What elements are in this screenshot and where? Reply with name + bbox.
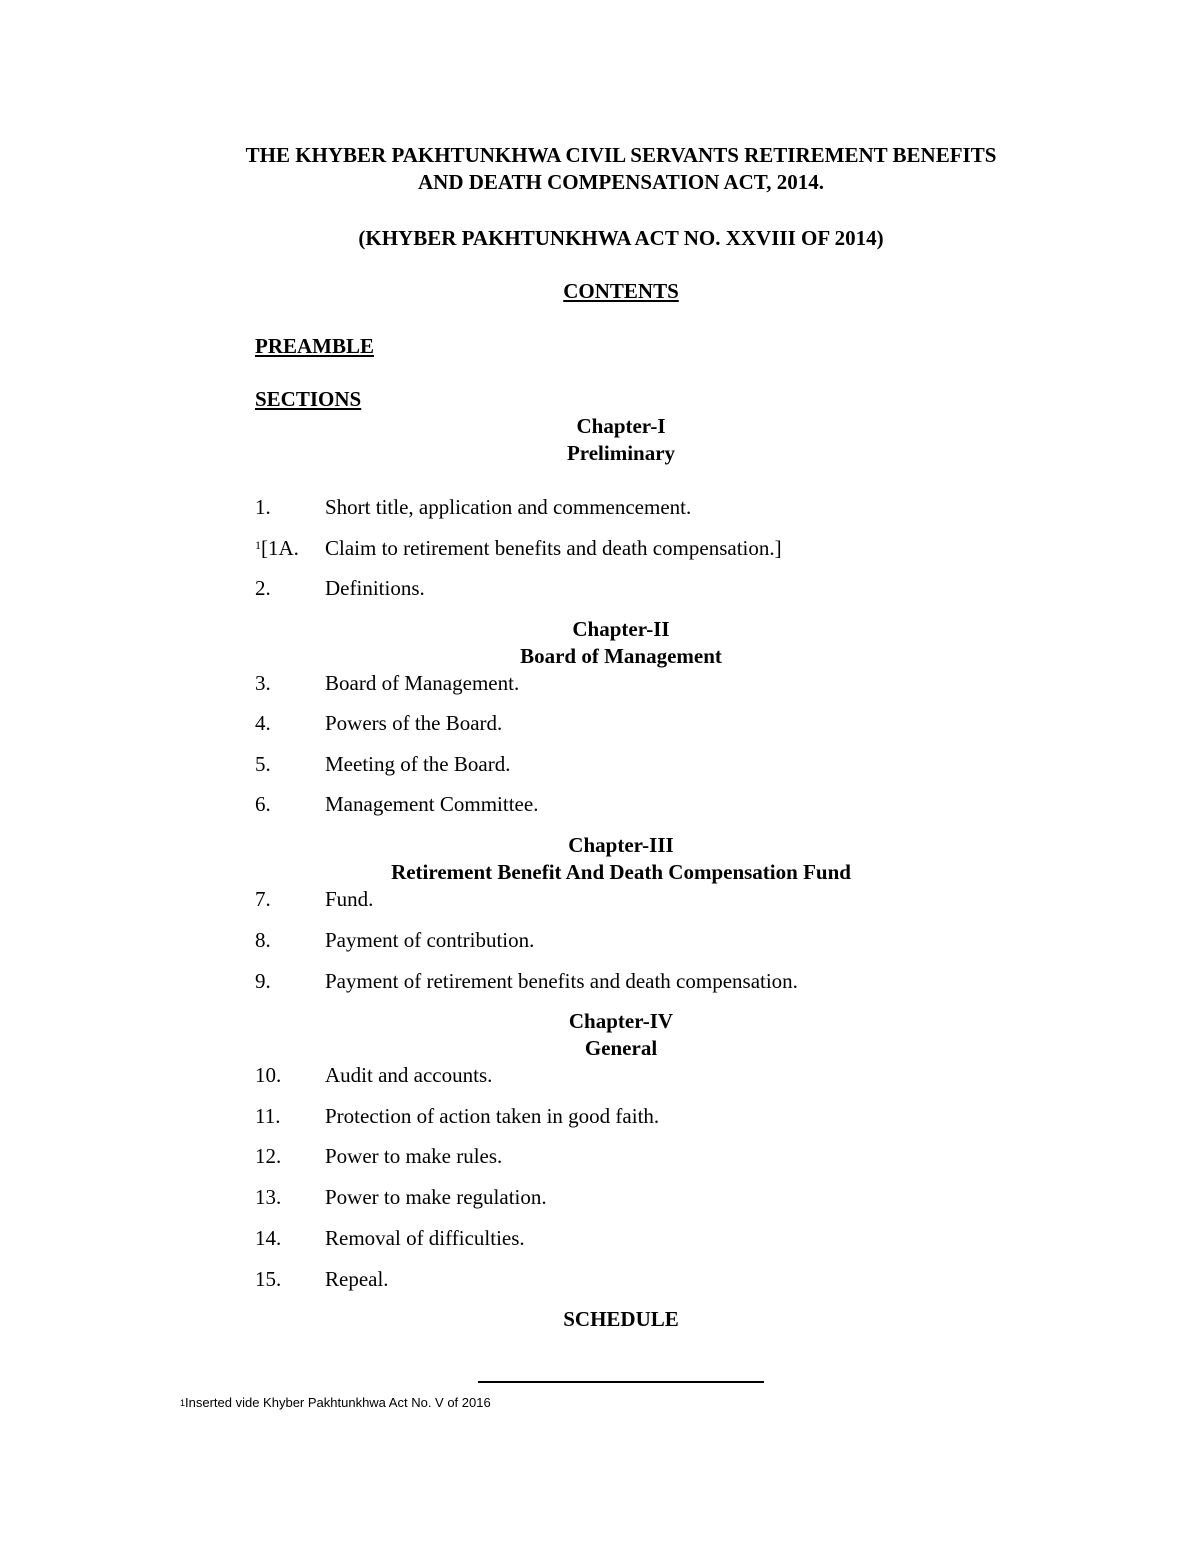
section-item — [255, 886, 373, 913]
chapter-label: Chapter-I — [576, 414, 666, 438]
section-item — [255, 1062, 492, 1089]
section-item — [255, 791, 538, 818]
section-number: 2. — [255, 576, 271, 600]
section-number: 3. — [255, 671, 271, 695]
section-item — [255, 535, 782, 562]
footnote — [180, 1394, 491, 1412]
section-item — [255, 927, 534, 954]
section-title: Meeting of the Board. — [325, 752, 511, 776]
act-title-line-1: THE KHYBER PAKHTUNKHWA CIVIL SERVANTS RETIREMENT BENEFITS — [245, 143, 997, 167]
section-title: Short title, application and commencement. — [325, 495, 692, 519]
section-title: Claim to retirement benefits and death compensation.] — [325, 536, 782, 560]
section-number: 4. — [255, 711, 271, 735]
section-title: Protection of action taken in good faith. — [325, 1104, 660, 1128]
section-number: 13. — [255, 1185, 282, 1209]
section-title: Management Committee. — [325, 792, 539, 816]
section-title: Powers of the Board. — [325, 711, 503, 735]
chapter-heading — [0, 832, 1200, 886]
footnote-marker: 1 — [255, 538, 261, 552]
section-item — [255, 710, 502, 737]
footnote-text: Inserted vide Khyber Pakhtunkhwa Act No. V of 2016 — [185, 1395, 491, 1410]
section-item — [255, 494, 691, 521]
section-item — [255, 1225, 525, 1252]
section-number: 10. — [255, 1063, 282, 1087]
section-number: 1. — [255, 495, 271, 519]
act-title-line-2: AND DEATH COMPENSATION ACT, 2014. — [417, 170, 825, 194]
section-title: Payment of retirement benefits and death compensation. — [325, 969, 798, 993]
section-number: 12. — [255, 1144, 282, 1168]
chapter-heading — [0, 413, 1200, 467]
section-title: Fund. — [325, 887, 374, 911]
section-item — [255, 1184, 547, 1211]
section-title: Definitions. — [325, 576, 425, 600]
act-number: (KHYBER PAKHTUNKHWA ACT NO. XXVIII OF 2014) — [358, 226, 884, 250]
section-item — [255, 670, 519, 697]
section-item — [255, 968, 798, 995]
footnote-marker: 1 — [180, 1398, 186, 1408]
section-number: 9. — [255, 969, 271, 993]
section-title: Power to make rules. — [325, 1144, 503, 1168]
section-title: Board of Management. — [325, 671, 520, 695]
schedule-heading: SCHEDULE — [563, 1307, 679, 1331]
chapter-heading — [0, 1008, 1200, 1062]
section-item — [255, 575, 425, 602]
chapter-label: Chapter-IV — [568, 1009, 674, 1033]
section-number: 6. — [255, 792, 271, 816]
section-number: 5. — [255, 752, 271, 776]
chapter-heading — [0, 616, 1200, 670]
chapter-label: Chapter-II — [572, 617, 670, 641]
act-title — [0, 142, 1200, 196]
chapter-name: Retirement Benefit And Death Compensation Fund — [391, 860, 851, 884]
chapter-name: Board of Management — [520, 644, 722, 668]
preamble-heading: PREAMBLE — [255, 334, 375, 358]
section-title: Power to make regulation. — [325, 1185, 547, 1209]
section-item — [255, 1103, 659, 1130]
section-number: 14. — [255, 1226, 282, 1250]
chapter-name: Preliminary — [566, 441, 676, 465]
sections-heading: SECTIONS — [255, 387, 362, 411]
section-item — [255, 1266, 389, 1293]
chapter-name: General — [584, 1036, 658, 1060]
section-number: 8. — [255, 928, 271, 952]
section-title: Repeal. — [325, 1267, 389, 1291]
section-number: 15. — [255, 1267, 282, 1291]
footnote-separator — [478, 1381, 764, 1383]
section-item — [255, 751, 510, 778]
section-title: Audit and accounts. — [325, 1063, 493, 1087]
section-number: 7. — [255, 887, 271, 911]
contents-heading: CONTENTS — [563, 279, 679, 303]
section-number: 11. — [255, 1104, 281, 1128]
section-title: Payment of contribution. — [325, 928, 535, 952]
section-number: $^1$[1A. — [255, 536, 299, 560]
chapter-label: Chapter-III — [568, 833, 674, 857]
section-item — [255, 1143, 502, 1170]
section-title: Removal of difficulties. — [325, 1226, 525, 1250]
